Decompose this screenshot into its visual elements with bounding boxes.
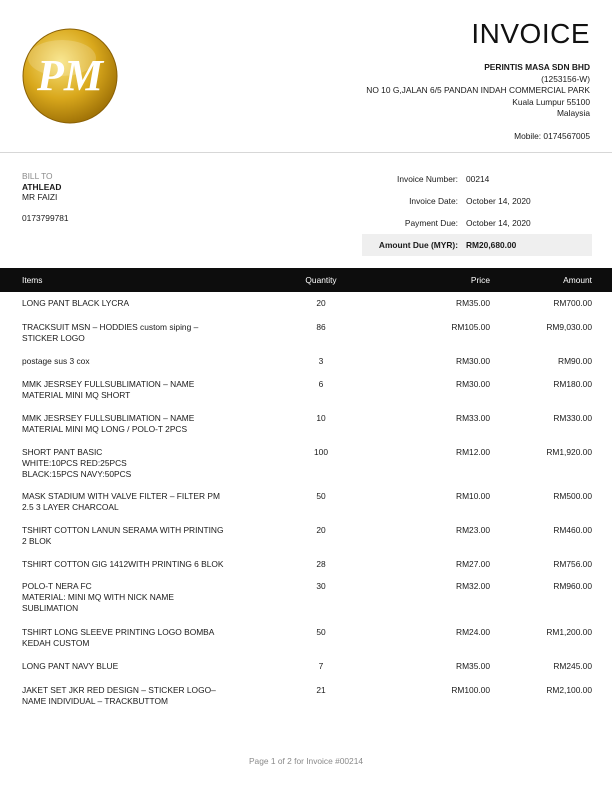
row-item-name: MASK STADIUM WITH VALVE FILTER – FILTER PM 2.5 3 LAYER CHARCOAL: [22, 491, 220, 512]
company-address-line2: Kuala Lumpur 55100: [512, 96, 590, 107]
row-price: RM100.00: [451, 685, 490, 695]
row-price: RM35.00: [456, 298, 490, 308]
payment-due-row: [362, 212, 592, 234]
row-item-name: postage sus 3 cox: [22, 356, 90, 366]
amount-due-value: RM20,680.00: [466, 240, 517, 250]
row-amount: RM700.00: [553, 298, 592, 308]
row-amount: RM180.00: [553, 379, 592, 389]
invoice-date-label: Invoice Date:: [409, 196, 458, 206]
row-amount: RM756.00: [553, 559, 592, 569]
row-amount: RM460.00: [553, 525, 592, 535]
row-amount: RM1,200.00: [546, 627, 592, 637]
invoice-date-row: [362, 190, 592, 212]
row-item-name: SHORT PANT BASIC WHITE:10PCS RED:25PCS BLACK:15PCS NAVY:50PCS: [22, 447, 132, 479]
table-row: [0, 559, 612, 570]
header-amount: Amount: [563, 275, 592, 285]
invoice-number-row: [362, 168, 592, 190]
row-price: RM35.00: [456, 661, 490, 671]
row-amount: RM90.00: [558, 356, 592, 366]
row-quantity: 86: [316, 322, 326, 332]
table-row: [0, 447, 612, 480]
logo-lettering: PM: [37, 51, 103, 100]
table-row: [0, 413, 612, 435]
row-quantity: 50: [316, 627, 326, 637]
client-name: ATHLEAD: [22, 181, 62, 192]
invoice-number-value: 00214: [466, 174, 490, 184]
row-quantity: 50: [316, 491, 326, 501]
items-table-header: [0, 268, 612, 292]
row-quantity: 30: [316, 581, 326, 591]
client-phone: 0173799781: [22, 212, 69, 223]
header-quantity: Quantity: [305, 275, 337, 285]
row-item-name: LONG PANT BLACK LYCRA: [22, 298, 130, 308]
row-price: RM12.00: [456, 447, 490, 457]
row-amount: RM500.00: [553, 491, 592, 501]
row-amount: RM330.00: [553, 413, 592, 423]
row-price: RM10.00: [456, 491, 490, 501]
header-price: Price: [470, 275, 490, 285]
company-registration: (1253156-W): [541, 73, 590, 84]
row-price: RM30.00: [456, 379, 490, 389]
row-item-name: POLO-T NERA FC MATERIAL: MINI MQ WITH NICK NAME SUBLIMATION: [22, 581, 174, 613]
table-row: [0, 525, 612, 547]
row-quantity: 21: [316, 685, 326, 695]
company-logo: [22, 28, 118, 124]
row-item-name: MMK JESRSEY FULLSUBLIMATION – NAME MATERIAL MINI MQ LONG / POLO-T 2PCS: [22, 413, 195, 434]
bill-to-label: BILL TO: [22, 171, 53, 181]
row-quantity: 28: [316, 559, 326, 569]
table-row: [0, 379, 612, 401]
company-address-line1: NO 10 G,JALAN 6/5 PANDAN INDAH COMMERCIAL PARK: [366, 85, 590, 95]
items-table-body: [0, 298, 612, 706]
invoice-number-label: Invoice Number:: [397, 174, 458, 184]
row-amount: RM2,100.00: [546, 685, 592, 695]
row-amount: RM245.00: [553, 661, 592, 671]
company-block: [366, 62, 590, 142]
table-row: [0, 298, 612, 309]
row-amount: RM1,920.00: [546, 447, 592, 457]
amount-due-label: Amount Due (MYR):: [378, 240, 458, 250]
document-title: INVOICE: [471, 18, 590, 49]
row-amount: RM9,030.00: [546, 322, 592, 332]
row-item-name: TSHIRT LONG SLEEVE PRINTING LOGO BOMBA KEDAH CUSTOM: [22, 627, 215, 648]
row-quantity: 20: [316, 525, 326, 535]
header-items: Items: [22, 275, 43, 285]
row-price: RM23.00: [456, 525, 490, 535]
page-footer: Page 1 of 2 for Invoice #00214: [248, 756, 364, 766]
row-price: RM30.00: [456, 356, 490, 366]
row-quantity: 3: [318, 356, 324, 366]
row-item-name: JAKET SET JKR RED DESIGN – STICKER LOGO– NAME INDIVIDUAL – TRACKBUTTOM: [22, 685, 216, 706]
row-quantity: 10: [316, 413, 326, 423]
invoice-date-value: October 14, 2020: [466, 196, 531, 206]
row-item-name: TSHIRT COTTON LANUN SERAMA WITH PRINTING 2 BLOK: [22, 525, 224, 546]
row-price: RM27.00: [456, 559, 490, 569]
row-price: RM24.00: [456, 627, 490, 637]
invoice-meta: [362, 168, 592, 256]
company-mobile: Mobile: 0174567005: [514, 130, 590, 141]
row-item-name: TSHIRT COTTON GIG 1412WITH PRINTING 6 BLOK: [22, 559, 224, 569]
company-name: PERINTIS MASA SDN BHD: [484, 62, 590, 72]
row-quantity: 20: [316, 298, 326, 308]
payment-due-value: October 14, 2020: [466, 218, 531, 228]
row-item-name: MMK JESRSEY FULLSUBLIMATION – NAME MATERIAL MINI MQ SHORT: [22, 379, 195, 400]
bill-to-block: [22, 171, 69, 223]
table-row: [0, 322, 612, 344]
row-amount: RM960.00: [553, 581, 592, 591]
table-row: [0, 581, 612, 614]
row-quantity: 100: [314, 447, 328, 457]
row-quantity: 7: [318, 661, 324, 671]
row-price: RM33.00: [456, 413, 490, 423]
row-quantity: 6: [318, 379, 324, 389]
table-row: [0, 491, 612, 513]
client-contact: MR FAIZI: [22, 192, 58, 202]
row-item-name: LONG PANT NAVY BLUE: [22, 661, 119, 671]
company-address-line3: Malaysia: [556, 108, 590, 118]
table-row: [0, 685, 612, 707]
table-row: [0, 627, 612, 649]
table-row: [0, 356, 612, 367]
amount-due-row: [362, 234, 592, 256]
row-price: RM105.00: [451, 322, 490, 332]
row-price: RM32.00: [456, 581, 490, 591]
table-row: [0, 661, 612, 672]
row-item-name: TRACKSUIT MSN – HODDIES custom siping – STICKER LOGO: [22, 322, 199, 343]
header-divider: [0, 152, 612, 153]
payment-due-label: Payment Due:: [404, 218, 458, 228]
